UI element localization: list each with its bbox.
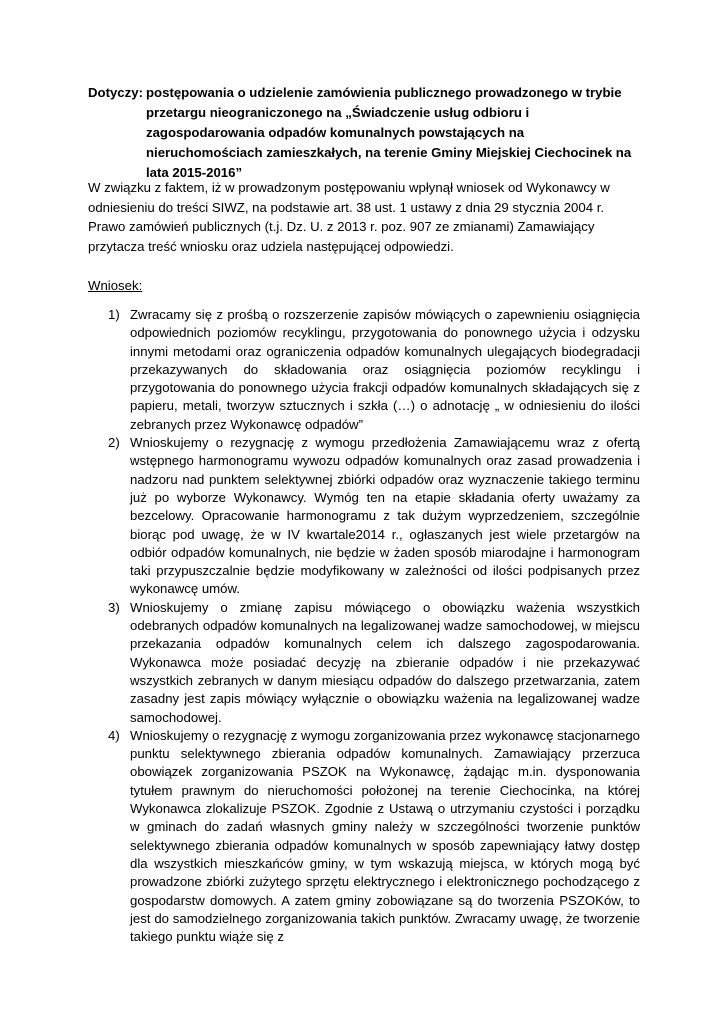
list-item [88,434,640,599]
item-text: Wnioskujemy o rezygnację z wymogu zorganizowania przez wykonawcę stacjonarnego punktu selektywnego zbierania odpadów komunalnych. Zamawiający przerzuca obowiązek zorganizowania PSZOK na Wykonawcę, żądając m.in. dysponowania tytułem prawnym do nieruchomości położonej na terenie Ciechocinka, na której Wykonawca zlokalizuje PSZOK. Zgodnie z Ustawą o utrzymaniu czystości i porządku w gminach do zadań własnych gminy należy w szczególności tworzenie punktów selektywnego zbierania odpadów komunalnych w sposób zapewniający łatwy dostęp dla wszystkich mieszkańców gminy, w tym wskazują miejsca, w których mogą być prowadzone zbiórki zużytego sprzętu elektrycznego i elektronicznego pochodzącego z gospodarstw domowych. A zatem gminy zobowiązane są do tworzenia PSZOKów, to jest do samodzielnego zorganizowania takich punktów. Zwracamy uwagę, że tworzenie takiego punktu wiąże się z [130,727,640,945]
wniosek-heading: Wniosek: [88,278,143,293]
item-number: 4) [108,727,120,743]
list-item [88,599,640,727]
request-list [88,306,640,946]
subject-text: postępowania o udzielenie zamówienia publicznego prowadzonego w trybie przetargu nieograniczonego na „Świadczenie usług odbioru i zagospodarowania odpadów komunalnych powstających na nieruchomościach zamieszkałych, na terenie Gminy Miejskiej Ciechocinek na lata 2015-2016” [146,85,632,180]
list-item [88,306,640,434]
item-text: Wnioskujemy o rezygnację z wymogu przedłożenia Zamawiającemu wraz z ofertą wstępnego harmonogramu wywozu odpadów komunalnych oraz zasad prowadzenia i nadzoru nad punktem selektywnej zbiórki odpadów oraz wyznaczenie takiego terminu już po wyborze Wykonawcy. Wymóg ten na etapie składania oferty uważamy za bezcelowy. Opracowanie harmonogramu z tak dużym wyprzedzeniem, szczególnie biorąc pod uwagę, że w IV kwartale2014 r., ogłaszanych jest wiele przetargów na odbiór odpadów komunalnych, nie będzie w żaden sposób miarodajne i harmonogram taki przypuszczalnie będzie modyfikowany w zależności od ilości podpisanych przez wykonawcę umów. [130,435,640,597]
item-text: Zwracamy się z prośbą o rozszerzenie zapisów mówiących o zapewnieniu osiągnięcia odpowiednich poziomów recyklingu, przygotowania do ponownego użycia i odzysku innymi metodami oraz ograniczenia odpadów komunalnych ulegających biodegradacji przekazywanych do składowania oraz osiągnięcia poziomów recyklingu i przygotowania do ponownego użycia frakcji odpadów komunalnych składających się z papieru, metali, tworzyw sztucznych i szkła (…) o adnotację „ w odniesieniu do ilości zebranych przez Wykonawcę odpadów” [130,307,640,432]
subject-block [88,83,640,183]
item-number: 2) [108,435,120,451]
intro-paragraph: W związku z faktem, iż w prowadzonym postępowaniu wpłynął wniosek od Wykonawcy w odniesieniu do treści SIWZ, na podstawie art. 38 ust. 1 ustawy z dnia 29 stycznia 2004 r. Prawo zamówień publicznych (t.j. Dz. U. z 2013 r. poz. 907 ze zmianami) Zamawiający przytacza treść wniosku oraz udziela następującej odpowiedzi. [88,180,610,254]
item-number: 3) [108,599,120,615]
list-item [88,727,640,947]
item-text: Wnioskujemy o zmianę zapisu mówiącego o obowiązku ważenia wszystkich odebranych odpadów komunalnych na legalizowanej wadze samochodowej, w miejscu przekazania odpadów komunalnych celem ich dalszego zagospodarowania. Wykonawca może posiadać decyzję na zbieranie odpadów i nie przekazywać wszystkich zebranych w danym miesiącu odpadów do dalszego przetwarzania, zatem zasadny jest zapis mówiący wyłącznie o obowiązku ważenia na legalizowanej wadze samochodowej. [130,599,640,725]
subject-lead: Dotyczy: [88,85,143,100]
item-number: 1) [108,307,120,322]
